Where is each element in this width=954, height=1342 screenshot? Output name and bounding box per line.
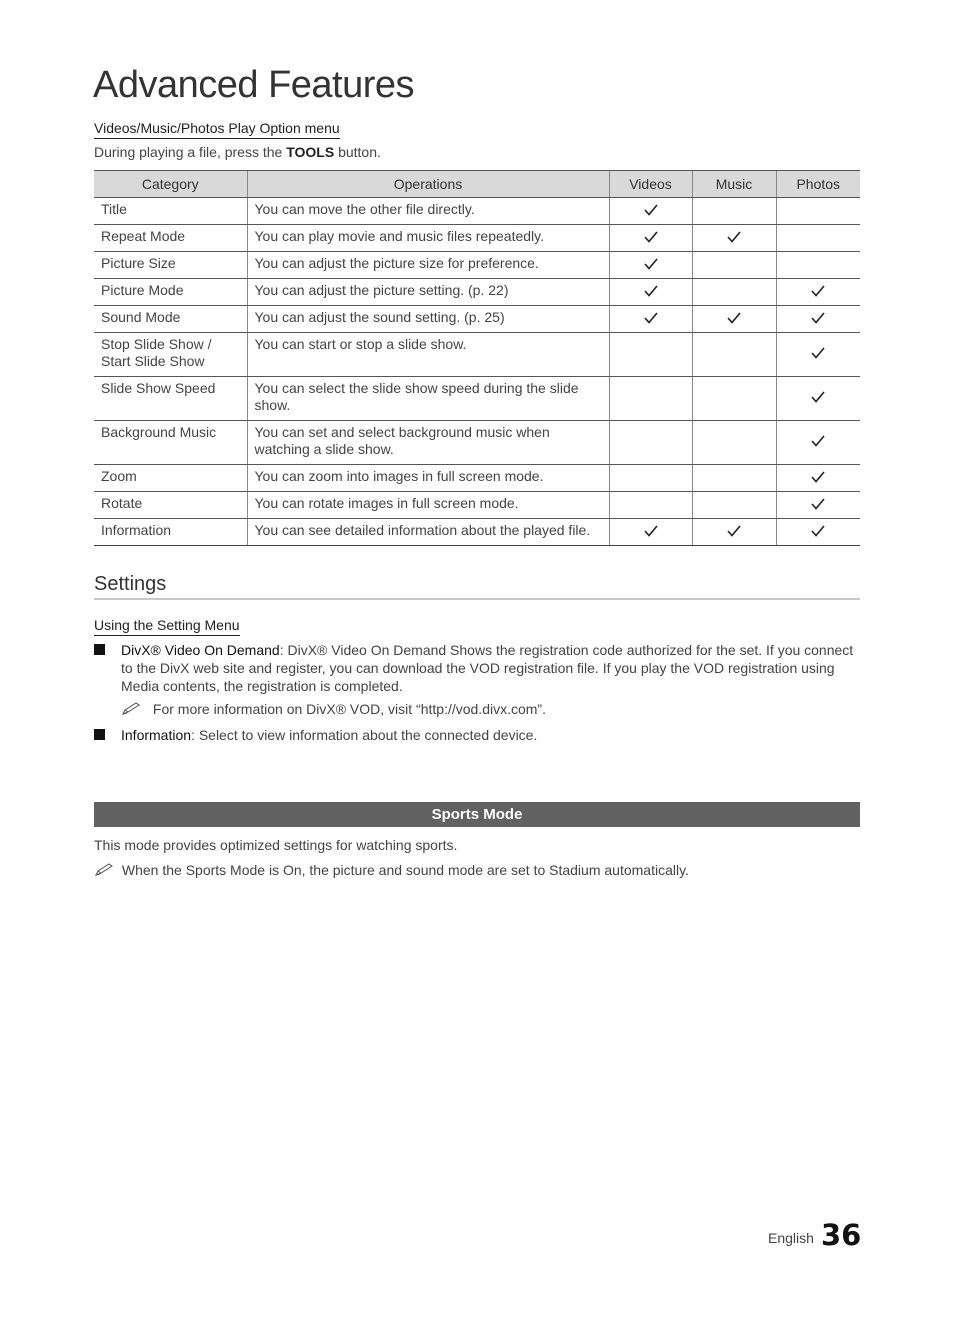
table-row [94,198,860,225]
square-bullet-icon [94,644,105,655]
music-support-cell [692,279,776,306]
photos-support-cell [776,492,860,519]
videos-support-cell [609,465,692,492]
videos-support-cell [609,252,692,279]
play-option-subheading: Videos/Music/Photos Play Option menu [94,120,340,139]
music-support-cell [692,333,776,377]
page-title: Advanced Features [93,64,415,106]
table-header-row [94,171,860,198]
checkmark-icon [727,312,741,324]
operation-cell: You can set and select background music when watching a slide show. [247,421,609,465]
videos-support-cell [609,279,692,306]
photos-support-cell [776,198,860,225]
photos-support-cell [776,421,860,465]
square-bullet-icon [94,729,105,740]
music-support-cell [692,492,776,519]
category-cell: Slide Show Speed [94,377,247,421]
videos-support-cell [609,377,692,421]
music-support-cell [692,198,776,225]
videos-support-cell [609,421,692,465]
table-row [94,421,860,465]
divx-description: : DivX® Video On Demand Shows the registration code authorized for the set. If you connect to the DivX web site and register, you can download the VOD registration file. If you play the VOD registration using Media contents, the registration is completed. [121,642,854,694]
music-support-cell [692,377,776,421]
checkmark-icon [811,285,825,297]
divx-note [121,700,860,718]
table-row [94,465,860,492]
table-body [94,198,860,546]
photos-support-cell [776,279,860,306]
sports-mode-note [94,861,689,879]
column-header-music: Music [692,171,776,198]
photos-support-cell [776,225,860,252]
checkmark-icon [727,525,741,537]
checkmark-icon [811,471,825,483]
column-header-photos: Photos [776,171,860,198]
checkmark-icon [811,391,825,403]
intro-text-after: button. [334,144,381,160]
photos-support-cell [776,465,860,492]
table-row [94,279,860,306]
information-bullet-item [94,726,860,744]
videos-support-cell [609,492,692,519]
operation-cell: You can adjust the sound setting. (p. 25) [247,306,609,333]
table-row [94,225,860,252]
operation-cell: You can rotate images in full screen mode. [247,492,609,519]
photos-support-cell [776,252,860,279]
page-number: 36 [821,1218,862,1252]
table-row [94,492,860,519]
operation-cell: You can start or stop a slide show. [247,333,609,377]
category-cell: Zoom [94,465,247,492]
information-term: Information [121,727,192,743]
table-row [94,519,860,546]
category-cell: Sound Mode [94,306,247,333]
photos-support-cell [776,519,860,546]
checkmark-icon [644,231,658,243]
music-support-cell [692,252,776,279]
column-header-operations: Operations [247,171,609,198]
photos-support-cell [776,306,860,333]
checkmark-icon [811,312,825,324]
operation-cell: You can see detailed information about the played file. [247,519,609,546]
checkmark-icon [644,258,658,270]
checkmark-icon [811,435,825,447]
music-support-cell [692,306,776,333]
setting-menu-subheading: Using the Setting Menu [94,617,240,636]
videos-support-cell [609,198,692,225]
divx-term: DivX® Video On Demand [121,642,280,658]
category-cell: Repeat Mode [94,225,247,252]
checkmark-icon [644,525,658,537]
table-row [94,333,860,377]
pencil-note-icon [94,863,114,877]
column-header-category: Category [94,171,247,198]
operation-cell: You can zoom into images in full screen mode. [247,465,609,492]
pencil-note-icon [121,702,141,716]
category-cell: Picture Mode [94,279,247,306]
intro-text-before: During playing a file, press the [94,144,287,160]
operation-cell: You can adjust the picture setting. (p. 22) [247,279,609,306]
videos-support-cell [609,306,692,333]
photos-support-cell [776,377,860,421]
checkmark-icon [644,285,658,297]
checkmark-icon [811,525,825,537]
sports-mode-note-text: When the Sports Mode is On, the picture and sound mode are set to Stadium automatically. [121,862,689,878]
sports-mode-description: This mode provides optimized settings for watching sports. [94,837,458,853]
checkmark-icon [644,312,658,324]
divx-note-text: For more information on DivX® VOD, visit “http://vod.divx.com”. [152,701,546,717]
category-cell: Title [94,198,247,225]
sports-mode-heading-bar: Sports Mode [94,802,860,827]
table-row [94,252,860,279]
tools-button-label: TOOLS [286,144,335,160]
videos-support-cell [609,225,692,252]
table-row [94,306,860,333]
play-option-intro [94,143,381,161]
music-support-cell [692,225,776,252]
checkmark-icon [727,231,741,243]
category-cell: Information [94,519,247,546]
table-row [94,377,860,421]
music-support-cell [692,465,776,492]
column-header-videos: Videos [609,171,692,198]
operation-cell: You can play movie and music files repeatedly. [247,225,609,252]
operation-cell: You can adjust the picture size for preference. [247,252,609,279]
checkmark-icon [811,347,825,359]
videos-support-cell [609,333,692,377]
play-option-table [94,170,860,546]
music-support-cell [692,519,776,546]
category-cell: Stop Slide Show / Start Slide Show [94,333,247,377]
settings-heading: Settings [94,572,860,600]
music-support-cell [692,421,776,465]
category-cell: Picture Size [94,252,247,279]
operation-cell: You can select the slide show speed during the slide show. [247,377,609,421]
checkmark-icon [811,498,825,510]
divx-bullet-item [94,641,860,718]
operation-cell: You can move the other file directly. [247,198,609,225]
checkmark-icon [644,204,658,216]
videos-support-cell [609,519,692,546]
photos-support-cell [776,333,860,377]
footer-language: English [768,1230,814,1246]
information-description: : Select to view information about the connected device. [191,727,538,743]
category-cell: Rotate [94,492,247,519]
category-cell: Background Music [94,421,247,465]
